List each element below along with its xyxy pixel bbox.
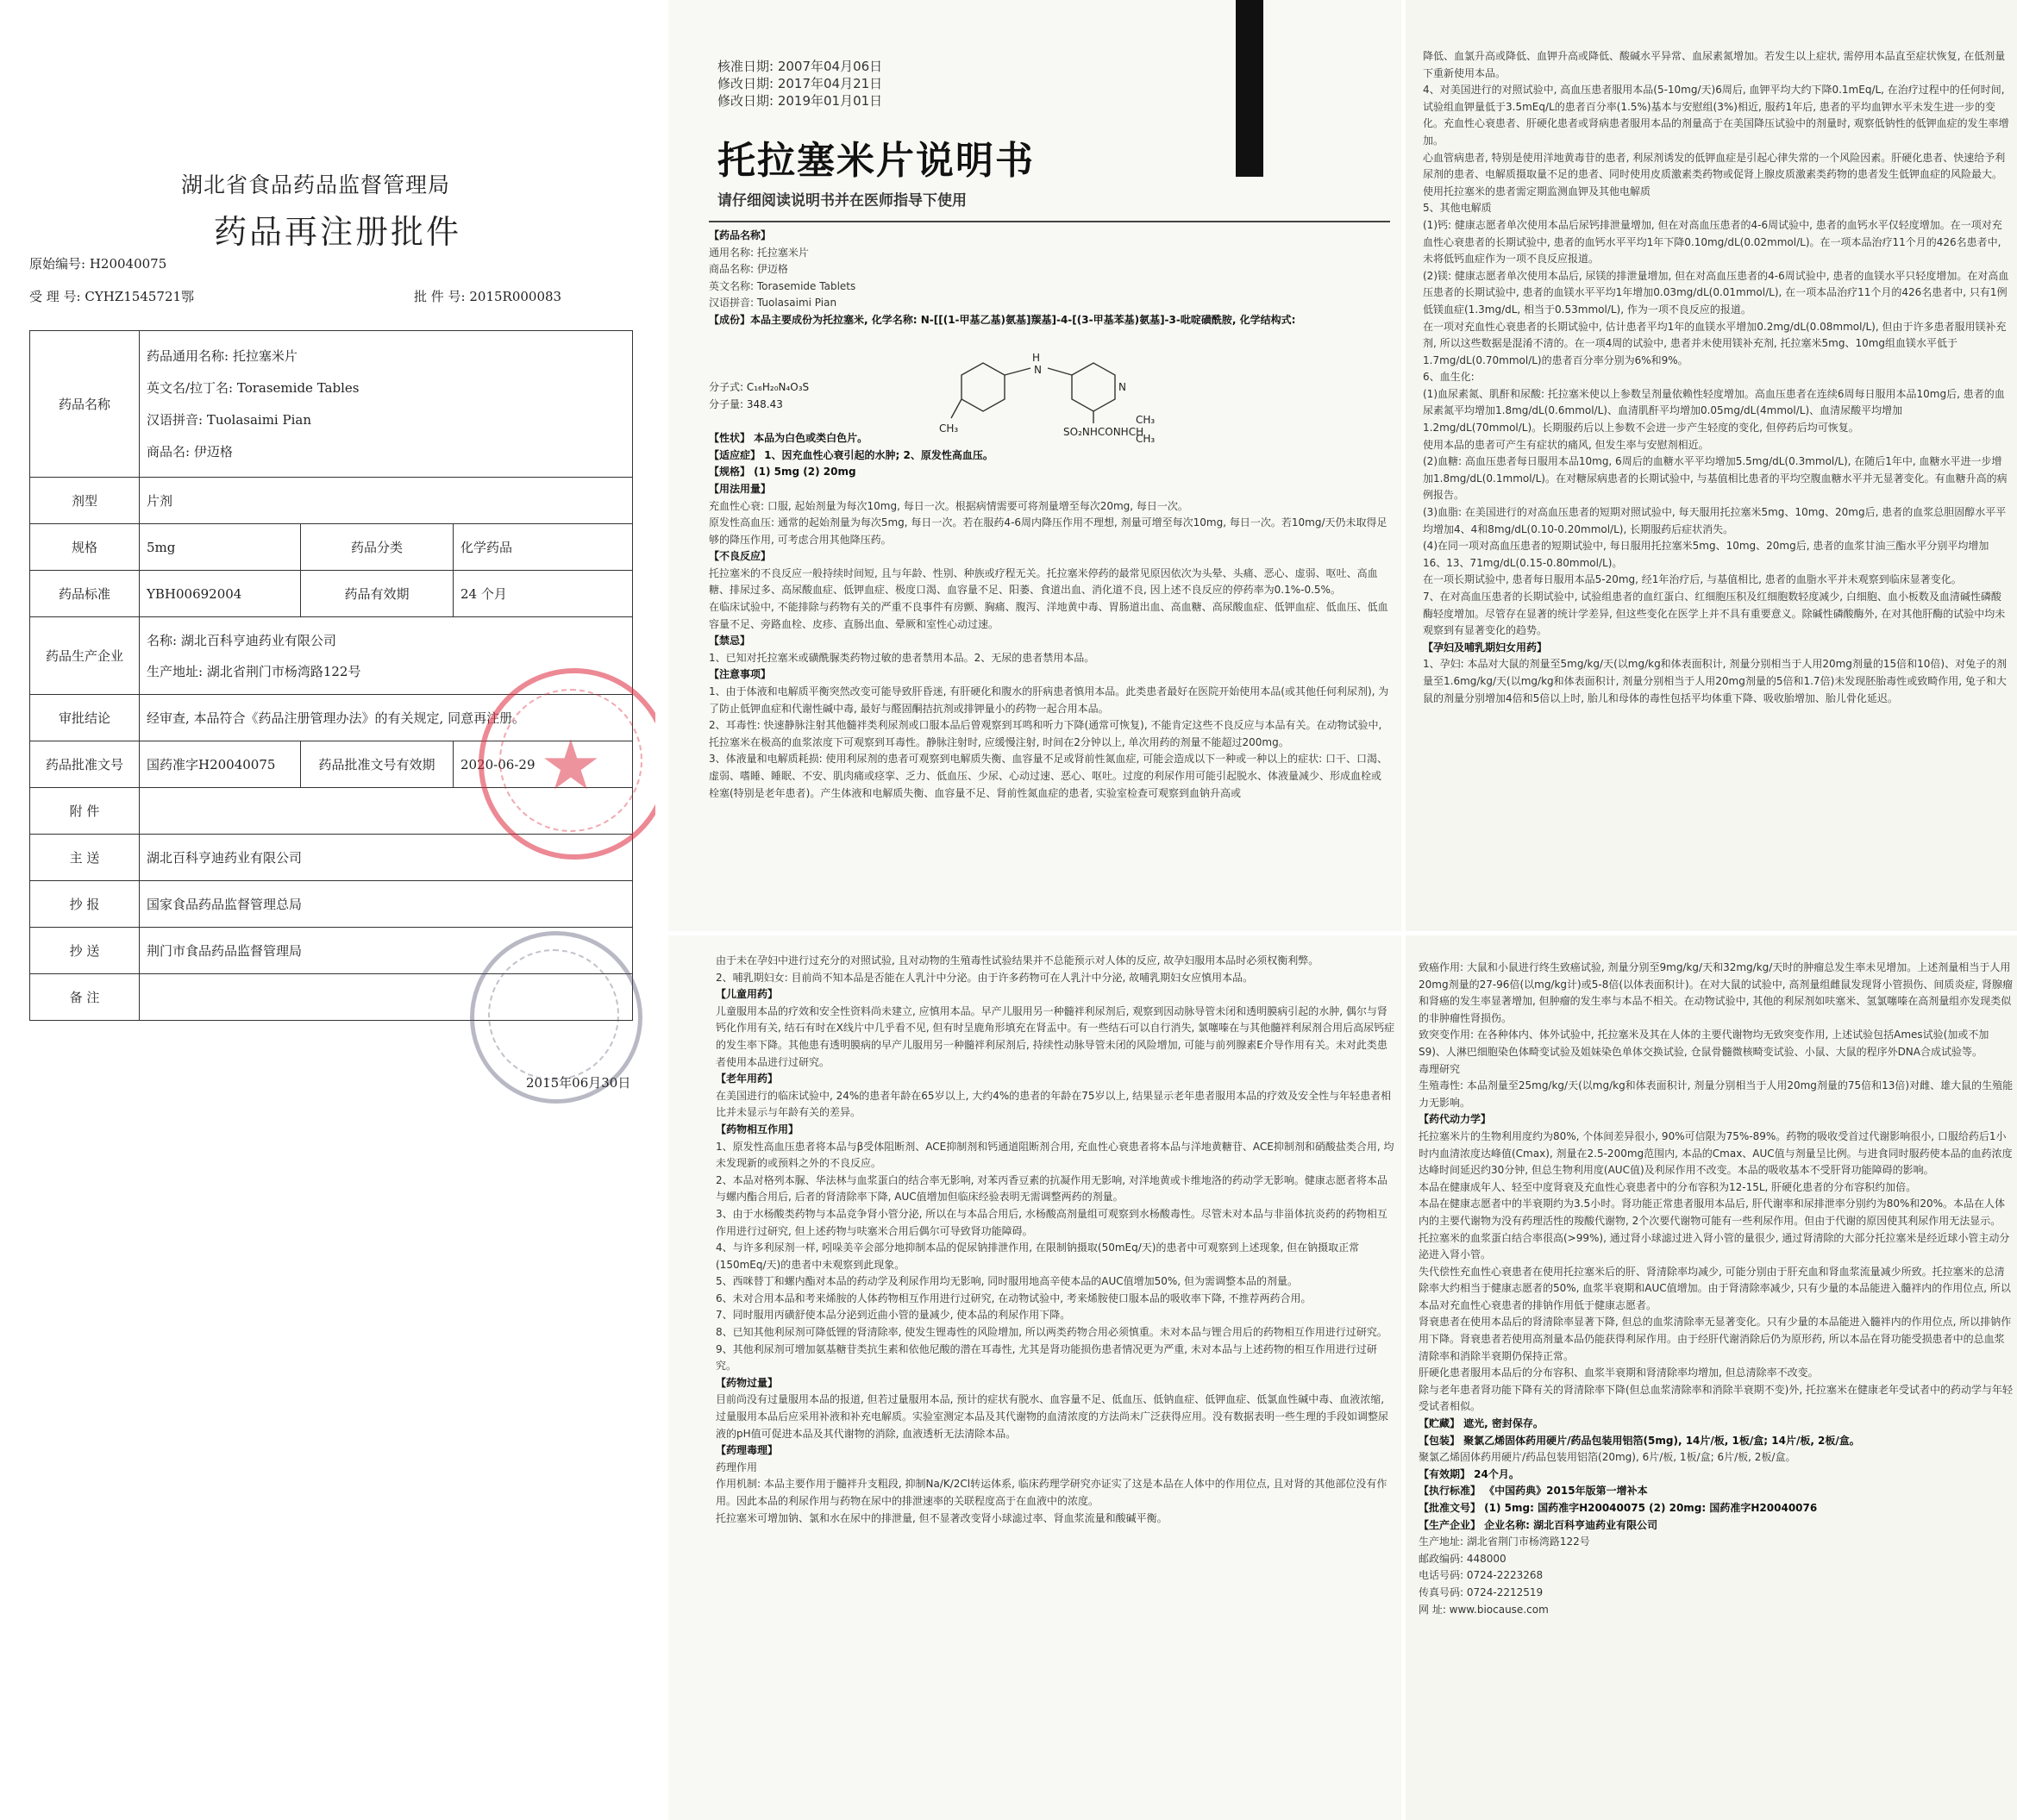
row-label-2: 药品分类: [301, 524, 454, 571]
text-line: 6、血生化:: [1423, 371, 1475, 384]
row-label: 审批结论: [30, 695, 140, 741]
text-line: 4、对美国进行的对照试验中, 高血压患者服用本品(5-10mg/天)6周后, 血钾平均大约下降0.1mEq/L, 在治疗过程中的任何时间, 试验组血钾量低于3.5mEq/L的患者百分率(1.5%)基本与安慰组(3%)相近, 服药1年后, 患者的平均血钾水平未发生进一步的变化。充血性心衰患者、肝硬化患者或肾病患者服用本品的剂量高于在美国降压试验中的剂量时, 观察低钠性的低钾血症的发生率增加。: [1423, 84, 2009, 147]
struct-atom: CH₃: [939, 422, 959, 435]
pinyin-name: 汉语拼音: Tuolasaimi Pian: [147, 411, 311, 428]
struct-atom: CH₃: [1136, 414, 1156, 426]
row-label: 剂型: [30, 478, 140, 524]
row-label: 备 注: [30, 974, 140, 1021]
row-value: 湖北百科亨迪药业有限公司: [140, 835, 633, 881]
text-line: 通用名称: 托拉塞米片: [709, 246, 809, 259]
revision-date-1: 修改日期: 2017年04月21日: [717, 76, 883, 91]
text-line: 毒理研究: [1419, 1062, 1461, 1075]
text-line: 本品在健康志愿者中的半衰期约为3.5小时。肾功能正常患者服用本品后, 肝代谢率和尿排泄率分别约为80%和20%。本品在人体内的主要代谢物为没有药理活性的羧酸代谢物, 2个次要代谢物可能有一些利尿作用。但由于代谢的原因使其利尿作用无法显示。: [1419, 1198, 2006, 1227]
manufacturer-name: 名称: 湖北百科亨迪药业有限公司: [147, 632, 336, 648]
section-heading: 【生产企业】 企业名称: 湖北百科亨迪药业有限公司: [1419, 1518, 1658, 1531]
section-heading: 【适应症】 1、因充血性心衰引起的水肿; 2、原发性高血压。: [709, 448, 993, 461]
text-line: 生殖毒性: 本品剂量至25mg/kg/天(以mg/kg和体表面积计, 剂量分别相当于人用20mg剂量的75倍和13倍)对雌、雄大鼠的生殖能力无影响。: [1419, 1079, 2014, 1109]
text-line: 充血性心衰: 口服, 起始剂量为每次10mg, 每日一次。根据病情需要可将剂量增至每次20mg, 每日一次。: [709, 499, 1188, 512]
text-line: 2、哺乳期妇女: 目前尚不知本品是否能在人乳汁中分泌。由于许多药物可在人乳汁中分泌, 故哺乳期妇女应慎用本品。: [716, 971, 1254, 984]
row-value: 经审查, 本品符合《药品注册管理办法》的有关规定, 同意再注册。: [140, 695, 633, 741]
row-label: 药品生产企业: [30, 617, 140, 695]
text-line: 1、原发性高血压患者将本品与β受体阻断剂、ACE抑制剂和钙通道阻断剂合用, 充血性心衰患者将本品与洋地黄糖苷、ACE抑制剂和硝酸盐类合用, 均未发现新的或预料之外的不良反应。: [716, 1140, 1394, 1170]
text-line: 托拉塞米的血浆蛋白结合率很高(>99%), 通过肾小球滤过进入肾小管的量很少, 通过肾清除的大部分托拉塞米是经近球小管主动分泌进入肾小管。: [1419, 1231, 2010, 1261]
approval-date: 核准日期: 2007年04月06日: [717, 59, 883, 74]
section-heading: 【不良反应】: [709, 550, 772, 563]
text-line: 3、体液量和电解质耗损: 使用利尿剂的患者可观察到电解质失衡、血容量不足或肾前性氮血症, 可能会造成以下一种或一种以上的症状: 口干、口渴、虚弱、嗜睡、睡眠、不安、肌肉痛或痉挛、乏力、低血压、少尿、心动过速、恶心、呕吐。过度的利尿作用可能引起脱水、体液量减少、形成血栓或栓塞(特别是老年患者)。产生体液和电解质失衡、血容量不足、肾前性氮血症的患者, 实验室检查可观察到血钠升高或: [709, 753, 1387, 799]
text-line: 商品名称: 伊迈格: [709, 263, 788, 276]
text-line: (3)血脂: 在美国进行的对高血压患者的短期对照试验中, 每天服用托拉塞米5mg、10mg、20mg后, 患者的血浆总胆固醇水平平均增加4、4和8mg/dL(0.10-0.20mmol/L), 长期服药后症状消失。: [1423, 506, 2007, 535]
section-heading: 【老年用药】: [716, 1073, 779, 1085]
section-heading: 【执行标准】 《中国药典》2015年版第一增补本: [1419, 1485, 1648, 1498]
text-line: 汉语拼音: Tuolasaimi Pian: [709, 297, 837, 310]
text-line: 邮政编码: 448000: [1419, 1552, 1506, 1565]
section-heading: 【药物过量】: [716, 1376, 779, 1389]
section-heading: 【包装】 聚氯乙烯固体药用硬片/药品包装用铝箔(5mg), 14片/板, 1板/盒; 14片/板, 2板/盒。: [1419, 1434, 1860, 1447]
certificate-title: 药品再注册批件: [214, 213, 462, 251]
text-line: (2)血糖: 高血压患者每日服用本品10mg, 6周后的血糖水平平均增加5.5mg/dL(0.3mmol/L), 在随后1年中, 血糖水平进一步增加1.8mg/dL(0.1mmol/L)。在对糖尿病患者的长期试验中, 与基值相比患者的平均空腹血糖水平并无显著变化。有血糖升高的病例报告。: [1423, 455, 2008, 502]
text-line: (1)钙: 健康志愿者单次使用本品后尿钙排泄量增加, 但在对高血压患者的4-6周试验中, 患者的血钙水平仅轻度增加。在一项对充血性心衰患者的长期试验中, 患者的血钙水平平均1年下降0.10mg/dL(0.02mmol/L)。在一项本品治疗11个月的426名患者中, 未将低钙血症作为一项不良反应报道。: [1423, 218, 2002, 266]
text-line: 致癌作用: 大鼠和小鼠进行终生致癌试验, 剂量分别至9mg/kg/天和32mg/kg/天时的肿瘤总发生率未见增加。上述剂量相当于人用20mg剂量的27-96倍(以mg/kg计)或5-8倍(以体表面积计)。在对大鼠的试验中, 高剂量组雌鼠发现肾小管损伤、间质炎症, 肾腺瘤和肾癌的发生率显著增加, 但肿瘤的发生率与本品不相关。在动物试验中, 其他的利尿剂如呋塞米、氢氯噻嗪在高剂量组亦发现类似的非肿瘤性肾损伤。: [1419, 961, 2013, 1024]
text-line: 托拉塞米片的生物利用度约为80%, 个体间差异很小, 90%可信限为75%-89%。药物的吸收受首过代谢影响很小, 口服给药后1小时内血清浓度达峰值(Cmax), 剂量在2.5-200mg范围内, 本品的Cmax、AUC值与剂量呈比例。与进食同时服药使本品的血药浓度达峰时间延迟约30分钟, 但总生物利用度(AUC值)及利尿作用不改变。本品的吸收基本不受肝肾功能障碍的影响。: [1419, 1129, 2013, 1177]
black-margin-bar: [1236, 0, 1263, 177]
text-line: 使用本品的患者可产生有症状的痛风, 但发生率与安慰剂相近。: [1423, 438, 1709, 451]
text-line: 在一项对充血性心衰患者的长期试验中, 估计患者平均1年的血镁水平增加0.2mg/dL(0.08mmol/L), 但由于许多患者服用镁补充剂, 所以这些数据是混淆不清的。在一项4周的试验中, 患者并未使用镁补充剂, 托拉塞米5mg、10mg组血镁水平低于1.7mg/dL(0.70mmol/L)的患者百分率分别为6%和9%。: [1423, 320, 2007, 366]
section-heading: 【禁忌】: [709, 635, 751, 647]
row-value: 国家食品药品监督管理总局: [140, 881, 633, 928]
row-value-2: 化学药品: [454, 524, 633, 571]
text-line: (1)血尿素氮、肌酐和尿酸: 托拉塞米使以上参数呈剂量依赖性轻度增加。高血压患者在连续6周每日服用本品10mg后, 患者的血尿素氮平均增加1.8mg/dL(0.6mmol/L)、血清肌酐平均增加0.05mg/dL(4mmol/L)、血清尿酸平均增加1.2mg/dL(70mmol/L)。长期服药后以上参数不会进一步产生轻度的变化, 但停药后均可恢复。: [1423, 387, 2005, 435]
text-line: 6、未对合用本品和考来烯胺的人体药物相互作用进行过研究, 在动物试验中, 考来烯胺使口服本品的吸收率下降, 不推荐两药合用。: [716, 1292, 1312, 1304]
divider: [709, 221, 1390, 222]
section-heading: 【用法用量】: [709, 482, 772, 495]
section-heading: 【药物相互作用】: [716, 1123, 799, 1135]
approval-number: 批 件 号: 2015R000083: [414, 289, 562, 304]
text-line: 1、孕妇: 本品对大鼠的剂量至5mg/kg/天(以mg/kg和体表面积计, 剂量分别相当于人用20mg剂量的15倍和10倍)、对兔子的剂量至1.6mg/kg/天(以mg/kg和体表面积计, 剂量分别相当于人用20mg剂量的5倍和1.7倍)未发现胚胎毒性或致畸作用, 兔子和大鼠的剂量分别增加4倍和5倍以上时, 胎儿和母体的毒性包括平均体重下降、吸收胎增加、胎儿骨化延迟。: [1423, 658, 2008, 704]
text-line: 4、与许多利尿剂一样, 吲哚美辛会部分地抑制本品的促尿钠排泄作用, 在限制钠摄取(50mEq/天)的患者中可观察到上述现象, 但在钠摄取正常(150mEq/天)的患者中未观察到此现象。: [716, 1241, 1360, 1271]
text-line: 7、同时服用丙磺舒使本品分泌到近曲小管的量减少, 使本品的利尿作用下降。: [716, 1309, 1071, 1322]
leaflet-text-p2: [1423, 48, 2009, 928]
text-line: 2、本品对格列本脲、华法林与血浆蛋白的结合率无影响, 对苯丙香豆素的抗凝作用无影响, 对洋地黄或卡维地洛的药动学无影响。健康志愿者将本品与螺内酯合用后, 后者的肾清除率下降, AUC值增加但临床经验表明无需调整两药的剂量。: [716, 1173, 1387, 1204]
section-heading: 【性状】 本品为白色或类白色片。: [709, 432, 868, 445]
molecular-formula: 分子式: C₁₆H₂₀N₄O₃S: [709, 381, 810, 393]
revision-date-2: 修改日期: 2019年01月01日: [717, 93, 883, 109]
text-line: 1、由于体液和电解质平衡突然改变可能导致肝昏迷, 有肝硬化和腹水的肝病患者慎用本品。此类患者最好在医院开始使用本品(或其他任何利尿剂), 为了防止低钾血症和代谢性碱中毒, 最好与醛固酮拮抗剂或排钾量小的药物一起合用本品。: [709, 685, 1389, 715]
text-line: 失代偿性充血性心衰患者在使用托拉塞米后的肝、肾清除率均减少, 可能分别由于肝充血和肾血浆流量减少所致。托拉塞米的总清除率大约相当于健康志愿者的50%, 血浆半衰期和AUC值增加。由于肾清除率减少, 只有少量的本品能进入髓袢内的作用位点, 所以本品对充血性心衰患者的排钠作用低于健康志愿者。: [1419, 1265, 2011, 1311]
leaflet-title: 托拉塞米片说明书: [717, 139, 1035, 183]
text-line: 在一项长期试验中, 患者每日服用本品5-20mg, 经1年治疗后, 与基值相比, 患者的血脂水平并未观察到临床显著变化。: [1423, 573, 1962, 586]
red-seal-stamp: [479, 668, 655, 860]
text-line: 聚氯乙烯固体药用硬片/药品包装用铝箔(20mg), 6片/板, 1板/盒; 6片/板, 2板/盒。: [1419, 1451, 1796, 1464]
row-value-2: 24 个月: [454, 571, 633, 617]
section-heading: 【成份】本品主要成份为托拉塞米, 化学名称: N-[[(1-甲基乙基)氨基]羰基]-4-[(3-甲基苯基)氨基]-3-吡啶磺酰胺, 化学结构式:: [709, 313, 1296, 326]
text-line: 3、由于水杨酸类药物与本品竞争肾小管分泌, 所以在与本品合用后, 水杨酸高剂量组可观察到水杨酸毒性。尽管未对本品与非甾体抗炎药的药物相互作用进行过研究, 但上述药物与呋塞米合用后偶尔可导致肾功能障碍。: [716, 1207, 1387, 1237]
text-line: 肾衰患者在使用本品后的肾清除率显著下降, 但总的血浆清除率无显著变化。只有少量的本品能进入髓袢内的作用位点, 所以排钠作用下降。肾衰患者若使用高剂量本品仍能获得利尿作用。由于经肝代谢消除后仍为原形药, 所以本品在肾功能受损患者中的总血浆清除率和消除半衰期仍保持正常。: [1419, 1316, 2012, 1362]
text-line: 心血管病患者, 特别是使用洋地黄毒苷的患者, 利尿剂诱发的低钾血症是引起心律失常的一个风险因素。肝硬化患者、快速给予利尿剂的患者、电解质摄取量不足的患者、同时使用皮质激素类药物或促肾上腺皮质激素类药物的患者发生低钾血症的风险最大。: [1423, 151, 2006, 181]
original-number: 原始编号: H20040075: [29, 256, 167, 272]
text-line: 使用托拉塞米的患者需定期监测血钾及其他电解质: [1423, 185, 1651, 197]
text-line: 由于未在孕妇中进行过充分的对照试验, 且对动物的生殖毒性试验结果并不总能预示对人体的反应, 故孕妇服用本品时必须权衡利弊。: [716, 954, 1319, 966]
certificate-panel: [0, 0, 655, 1147]
row-label: 药品标准: [30, 571, 140, 617]
generic-name: 药品通用名称: 托拉塞米片: [147, 347, 298, 364]
row-label: 药品批准文号: [30, 741, 140, 788]
text-line: 网 址: www.biocause.com: [1419, 1603, 1549, 1616]
text-line: [709, 329, 1390, 347]
text-line: 生产地址: 湖北省荆门市杨湾路122号: [1419, 1535, 1590, 1548]
text-line: 8、已知其他利尿剂可降低锂的肾清除率, 使发生锂毒性的风险增加, 所以两类药物合用必须慎重。未对本品与锂合用后的药物相互作用进行过研究。: [716, 1326, 1387, 1339]
leaflet-page-3: [668, 935, 1401, 1820]
text-line: 9、其他利尿剂可增加氨基糖苷类抗生素和依他尼酸的潜在耳毒性, 尤其是肾功能损伤患者情况更为严重, 未对本品与上述药物的相互作用进行过研究。: [716, 1342, 1377, 1373]
row-label: 抄 送: [30, 928, 140, 974]
leaflet-text-p3: [716, 953, 1397, 1815]
struct-atom: N: [1118, 381, 1126, 393]
row-label-2: 药品批准文号有效期: [301, 741, 454, 788]
manufacturer-address: 生产地址: 湖北省荆门市杨湾路122号: [147, 663, 361, 679]
table-row: [30, 881, 633, 928]
section-heading: 【药品名称】: [709, 229, 772, 241]
row-value: 5mg: [140, 524, 301, 571]
text-line: 作用机制: 本品主要作用于髓袢升支粗段, 抑制Na/K/2Cl转运体系, 临床药理学研究亦证实了这是本品在人体中的作用位点, 且对肾的其他部位没有作用。因此本品的利尿作用与药物在尿中的排泄速率的关联程度高于在血液中的浓度。: [716, 1478, 1387, 1507]
table-row: [30, 571, 633, 617]
text-line: 致突变作用: 在各种体内、体外试验中, 托拉塞米及其在人体的主要代谢物均无致突变作用, 上述试验包括Ames试验(加或不加S9)、人淋巴细胞染色体畸变试验及姐妹染色单体交换试验, 仓鼠骨髓微核畸变试验、小鼠、大鼠的程序外DNA合成试验等。: [1419, 1029, 1989, 1058]
row-label: 规格: [30, 524, 140, 571]
leaflet-subtitle: 请仔细阅读说明书并在医师指导下使用: [717, 192, 967, 210]
section-heading: 【规格】 (1) 5mg (2) 20mg: [709, 466, 856, 478]
section-heading: 【药代动力学】: [1419, 1113, 1492, 1126]
row-label: 抄 报: [30, 881, 140, 928]
molecular-weight: 分子量: 348.43: [709, 398, 783, 410]
certificate-date: 2015年06月30日: [526, 1075, 631, 1091]
row-label: 附 件: [30, 788, 140, 835]
acceptance-number: 受 理 号: CYHZ1545721鄂: [29, 289, 195, 304]
section-heading: 【批准文号】 (1) 5mg: 国药准字H20040075 (2) 20mg: 国药准字H20040076: [1419, 1502, 1818, 1514]
leaflet-page-4: [1406, 935, 2017, 1820]
text-line: 托拉塞米的不良反应一般持续时间短, 且与年龄、性别、种族或疗程无关。托拉塞米停药的最常见原因依次为头晕、头痛、恶心、虚弱、呕吐、高血糖、排尿过多、高尿酸血症、低钾血症、极度口渴、血容量不足、阳萎、食道出血、消化道不良, 因上述不良反应的停药率为0.1%-0.5%。: [709, 566, 1378, 597]
leaflet-text-p1: [709, 228, 1390, 926]
text-line: 本品在健康成年人、轻至中度肾衰及充血性心衰患者中的分布容积为12-15L, 肝硬化患者的分布容积约加倍。: [1419, 1180, 1917, 1193]
text-line: 传真号码: 0724-2212519: [1419, 1585, 1544, 1598]
text-line: 原发性高血压: 通常的起始剂量为每次5mg, 每日一次。若在服药4-6周内降压作用不理想, 剂量可增至每次10mg, 每日一次。若10mg/天仍未取得足够的降压作用, 可考虑合用其他降压药。: [709, 516, 1387, 546]
text-line: 在美国进行的临床试验中, 24%的患者年龄在65岁以上, 大约4%的患者的年龄在75岁以上, 结果显示老年患者服用本品的疗效及安全性与年轻患者相比并未显示与年龄有关的差异。: [716, 1089, 1392, 1119]
text-line: 7、在对高血压患者的长期试验中, 试验组患者的血红蛋白、红细胞压积及红细胞数轻度减少, 白细胞、血小板数及血清碱性磷酸酶轻度增加。尽管存在显著的统计学差异, 但这些变化在医学上并不具有重要意义。除碱性磷酸酶外, 在对其他肝酶的试验中均未观察到有显著变化的趋势。: [1423, 591, 2006, 637]
text-line: 5、其他电解质: [1423, 202, 1492, 215]
row-value: YBH00692004: [140, 571, 301, 617]
leaflet-text-p4: [1419, 960, 2014, 1817]
table-row: [30, 331, 633, 478]
row-value: 荆门市食品药品监督管理局: [140, 928, 633, 974]
row-label: 主 送: [30, 835, 140, 881]
issuer-name: 湖北省食品药品监督管理局: [181, 172, 451, 197]
english-name: 英文名/拉丁名: Torasemide Tables: [147, 379, 360, 396]
text-line: 英文名称: Torasemide Tablets: [709, 279, 856, 292]
struct-atom: CH₃: [1136, 433, 1156, 444]
text-line: 电话号码: 0724-2223268: [1419, 1569, 1544, 1582]
row-value: 国药准字H20040075: [140, 741, 301, 788]
text-line: 肝硬化患者服用本品后的分布容积、血浆半衰期和肾清除率均增加, 但总清除率不改变。: [1419, 1367, 1819, 1379]
text-line: (4)在同一项对高血压患者的短期试验中, 每日服用托拉塞米5mg、10mg、20mg后, 患者的血浆甘油三酯水平分别平均增加16、13、71mg/dL(0.15-0.80mmol/L)。: [1423, 540, 1989, 569]
text-line: 儿童服用本品的疗效和安全性资料尚未建立, 应慎用本品。早产儿服用另一种髓袢利尿剂后, 观察到因动脉导管未闭和透明膜病引起的水肿, 偶尔与肾钙化作用有关, 结石有时在X线片中几乎看不见, 但有时呈鹿角形填充在肾盂中。有一些结石可以自行消失, 氯噻嗪在与其他髓袢利尿剂合用后高尿钙症的发生率下降。其他患有透明膜病的早产儿服用另一种髓袢利尿剂后, 持续性动脉导管未闭的风险增加, 可能与前列腺素E介导作用有关。未对此类患者使用本品进行过研究。: [716, 1004, 1395, 1068]
text-line: 5、西咪替丁和螺内酯对本品的药动学及利尿作用均无影响, 同时服用地高辛使本品的AUC值增加50%, 但为需调整本品的剂量。: [716, 1275, 1298, 1288]
section-heading: 【药理毒理】: [716, 1444, 779, 1457]
struct-atom: SO₂NHCONHCH: [1063, 426, 1144, 438]
struct-atom: H: [1032, 352, 1041, 364]
text-line: 托拉塞米可增加钠、氯和水在尿中的排泄量, 但不显著改变肾小球滤过率、肾血浆流量和酸碱平衡。: [716, 1511, 1168, 1524]
row-label: 药品名称: [30, 331, 140, 478]
text-line: 降低、血氯升高或降低、血钾升高或降低、酸碱水平异常、血尿素氮增加。若发生以上症状, 需停用本品直至症状恢复, 在低剂量下重新使用本品。: [1423, 50, 2006, 79]
text-line: 除与老年患者肾功能下降有关的肾清除率下降(但总血浆清除率和消除半衰期不变)外, 托拉塞米在健康老年受试者中的药动学与年轻受试者相似。: [1419, 1383, 2013, 1413]
section-heading: 【注意事项】: [709, 668, 772, 681]
text-line: 目前尚没有过量服用本品的报道, 但若过量服用本品, 预计的症状有脱水、血容量不足、低血压、低钠血症、低钾血症、低氯血性碱中毒、血液浓缩, 过量服用本品后应采用补液和补充电解质。实验室测定本品及其代谢物的血清浓度的方法尚未广泛获得应用。没有数据表明一些生理的手段如调整尿液的pH值可促进本品及其代谢物的消除, 血液透析无法清除本品。: [716, 1393, 1389, 1440]
struct-atom: N: [1034, 364, 1042, 376]
table-row: [30, 524, 633, 571]
text-line: (2)镁: 健康志愿者单次使用本品后, 尿镁的排泄量增加, 但在对高血压患者的4-6周试验中, 患者的血镁水平只轻度增加。在对高血压患者的长期试验中, 患者的血镁水平平均1年增加0.03mg/dL(0.01mmol/L), 在一项本品治疗11个月的426名患者中, 只有1例低镁血症(1.3mg/dL, 相当于0.53mmol/L), 作为一项不良反应的报道。: [1423, 269, 2009, 316]
chemical-structure-diagram: [936, 349, 1160, 444]
table-row: [30, 478, 633, 524]
text-line: 药理作用: [716, 1460, 758, 1473]
section-heading: 【儿童用药】: [716, 988, 779, 1001]
star-icon: ★: [540, 725, 602, 805]
row-label-2: 药品有效期: [301, 571, 454, 617]
text-line: 在临床试验中, 不能排除与药物有关的严重不良事件有房颤、胸痛、腹泻、洋地黄中毒、胃肠道出血、高血糖、高尿酸血症、低钾血症、低血压、低血容量不足、旁路血栓、皮疹、直肠出血、晕厥和室性心动过速。: [709, 601, 1388, 630]
text-line: 2、耳毒性: 快速静脉注射其他髓袢类利尿剂或口服本品后曾观察到耳鸣和听力下降(通常可恢复), 不能肯定这些不良反应与本品有关。在动物试验中, 托拉塞米在极高的血浆浓度下可观察到耳毒性。静脉注射时, 应缓慢注射, 时间在2分钟以上, 单次用药的剂量不能超过200mg。: [709, 719, 1382, 748]
row-value: 片剂: [140, 478, 633, 524]
section-heading: 【有效期】 24个月。: [1419, 1467, 1519, 1480]
row-value: [140, 331, 633, 478]
text-line: 1、已知对托拉塞米或磺酰脲类药物过敏的患者禁用本品。2、无尿的患者禁用本品。: [709, 651, 1095, 664]
row-value-2: 2020-06-29: [454, 741, 633, 788]
section-heading: 【孕妇及哺乳期妇女用药】: [1423, 641, 1548, 654]
section-heading: 【贮藏】 遮光, 密封保存。: [1419, 1417, 1544, 1430]
leaflet-page-2: [1406, 0, 2017, 931]
brand-name: 商品名: 伊迈格: [147, 443, 233, 460]
